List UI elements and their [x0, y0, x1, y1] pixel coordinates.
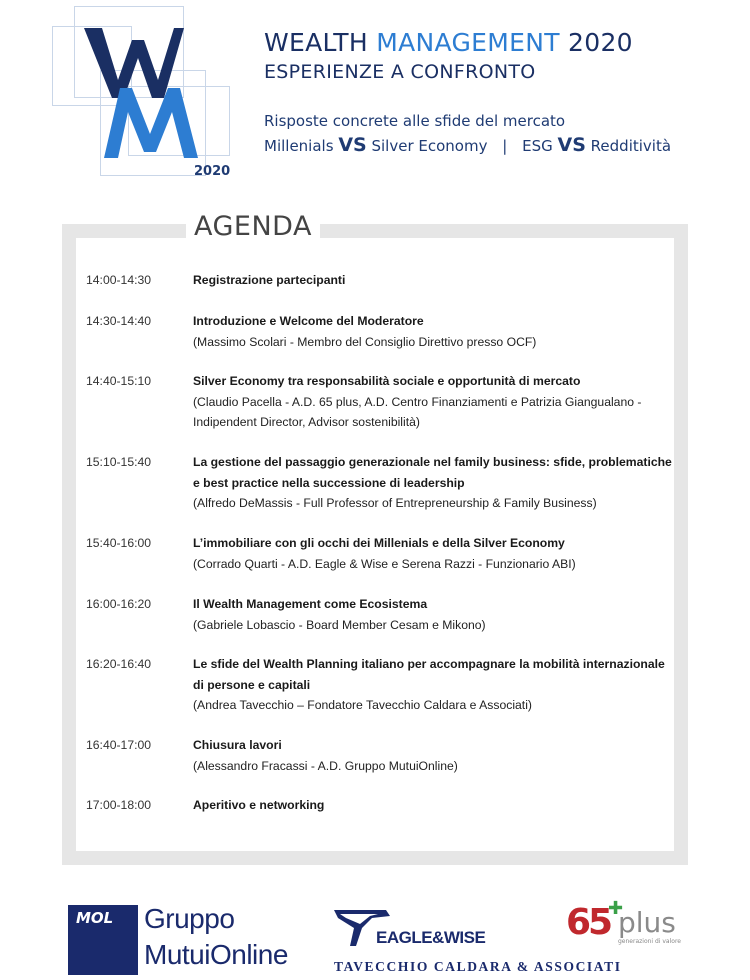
mol-name-line2: MutuiOnline: [144, 939, 288, 970]
wm-logo: [52, 6, 232, 182]
agenda-title: Le sfide del Wealth Planning italiano per accompagnare la mobilità internazionale di persone e capitali: [193, 657, 665, 692]
agenda-time: 14:00-14:30: [86, 273, 152, 287]
65plus-tagline: generazioni di valore: [618, 938, 681, 945]
65plus-number: 65: [566, 902, 611, 943]
agenda-title: La gestione del passaggio generazionale nel family business: sfide, problematiche e best practice nella successione di leadership: [193, 455, 672, 490]
agenda-time: 16:00-16:20: [86, 597, 152, 611]
wm-monogram: [52, 6, 232, 182]
agenda-time: 16:20-16:40: [86, 657, 152, 671]
agenda-speakers: (Corrado Quarti - A.D. Eagle & Wise e Serena Razzi - Funzionario ABI): [193, 556, 576, 571]
agenda-title: Chiusura lavori: [193, 738, 282, 752]
plus-cross-icon: ✚: [608, 898, 624, 919]
mol-badge: MOL: [68, 905, 138, 975]
agenda-speakers: (Alessandro Fracassi - A.D. Gruppo MutuiOnline): [193, 758, 458, 773]
topic-separator: |: [502, 137, 508, 155]
agenda-speakers: (Alfredo DeMassis - Full Professor of Entrepreneurship & Family Business): [193, 496, 597, 510]
agenda-time: 17:00-18:00: [86, 798, 152, 812]
logo-year: 2020: [194, 164, 231, 179]
event-topics: Millenials VS Silver Economy | ESG VS Redditività: [264, 134, 672, 156]
agenda-heading: AGENDA: [186, 210, 320, 244]
agenda-title: Registrazione partecipanti: [193, 273, 346, 287]
event-tagline: Risposte concrete alle sfide del mercato: [264, 112, 566, 130]
agenda-title: Introduzione e Welcome del Moderatore: [193, 314, 424, 328]
agenda-speakers: (Massimo Scolari - Membro del Consiglio Direttivo presso OCF): [193, 334, 537, 349]
vs-label: VS: [557, 134, 586, 156]
agenda-speakers: (Claudio Pacella - A.D. 65 plus, A.D. Centro Finanziamenti e Patrizia Giangualano - Indipendent Director, Advisor sostenibilità): [193, 394, 642, 429]
agenda-time: 15:10-15:40: [86, 455, 152, 469]
agenda-time: 14:40-15:10: [86, 374, 152, 388]
agenda-title: Il Wealth Management come Ecosistema: [193, 597, 428, 611]
title-accent: MANAGEMENT: [376, 28, 560, 57]
eagle-wise-logo: [332, 906, 486, 956]
agenda-speakers: (Gabriele Lobascio - Board Member Cesam e Mikono): [193, 617, 486, 632]
event-subtitle: ESPERIENZE A CONFRONTO: [264, 61, 536, 83]
agenda-title: Silver Economy tra responsabilità sociale e opportunità di mercato: [193, 374, 581, 388]
mol-name-line1: Gruppo: [144, 903, 235, 934]
mutuionline-logo: [68, 905, 300, 975]
tavecchio-logo: TAVECCHIO CALDARA & ASSOCIATI: [334, 959, 622, 974]
agenda-title: L’immobiliare con gli occhi dei Millenials e della Silver Economy: [193, 536, 565, 550]
eagle-wise-name: EAGLE&WISE: [376, 928, 486, 947]
65plus-word: plus: [618, 906, 676, 939]
agenda-speakers: (Andrea Tavecchio – Fondatore Tavecchio Caldara e Associati): [193, 698, 532, 712]
agenda-time: 16:40-17:00: [86, 738, 152, 752]
event-title: WEALTH MANAGEMENT 2020: [264, 28, 633, 57]
agenda-title: Aperitivo e networking: [193, 798, 325, 812]
agenda-time: 15:40-16:00: [86, 536, 152, 550]
65plus-logo: [560, 898, 690, 952]
vs-label: VS: [338, 134, 367, 156]
agenda-time: 14:30-14:40: [86, 314, 152, 328]
